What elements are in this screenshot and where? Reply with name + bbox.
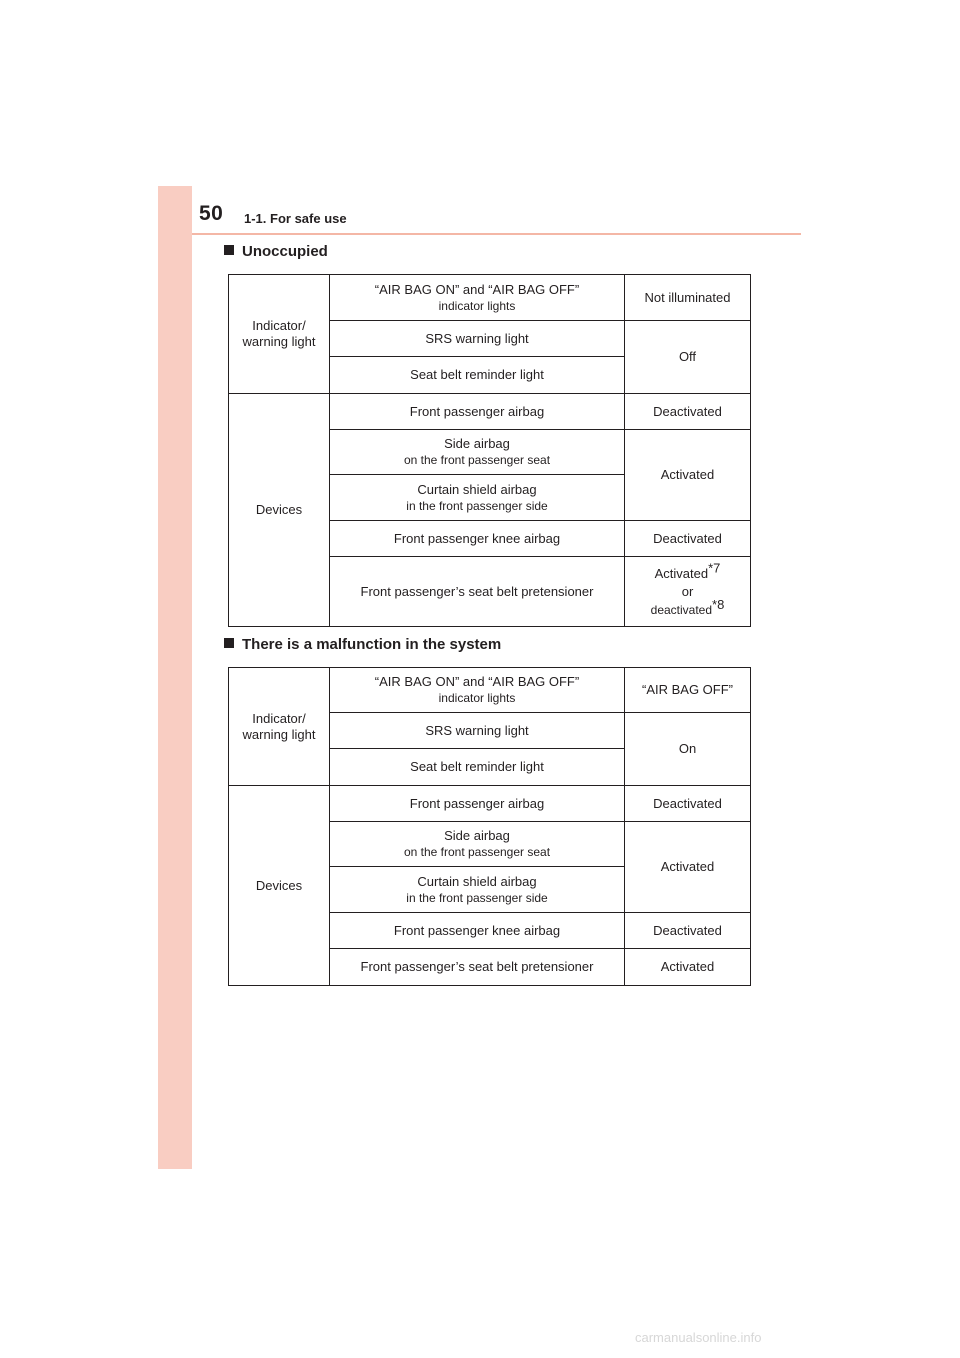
side-airbag-sublabel: on the front passenger seat	[403, 845, 551, 859]
heading-malfunction-text: There is a malfunction in the system	[242, 636, 502, 653]
square-bullet-icon	[224, 245, 234, 255]
page-number: 50	[199, 202, 224, 225]
unoccupied-table	[228, 274, 751, 627]
side-airbag-cell	[330, 430, 625, 475]
pretensioner-cell: Front passenger’s seat belt pretensioner	[330, 949, 625, 986]
front-airbag-status: Deactivated	[625, 394, 751, 430]
side-airbag-sublabel: on the front passenger seat	[403, 453, 551, 467]
knee-airbag-status: Deactivated	[625, 521, 751, 557]
side-airbag-label: Side airbag	[444, 436, 510, 451]
airbag-lights-cell	[330, 668, 625, 713]
curtain-airbag-cell	[330, 867, 625, 913]
malfunction-table	[228, 667, 751, 986]
table-row	[229, 394, 751, 430]
footnote-ref-7: *7	[708, 560, 721, 576]
square-bullet-icon	[224, 638, 234, 648]
table-row	[229, 668, 751, 713]
side-curtain-status: Activated	[625, 822, 751, 913]
pretensioner-cell: Front passenger’s seat belt pretensioner	[330, 557, 625, 627]
indicator-group-cell: Indicator/ warning light	[229, 668, 330, 786]
side-airbag-label: Side airbag	[444, 828, 510, 843]
heading-unoccupied-text: Unoccupied	[242, 243, 328, 260]
devices-group-cell: Devices	[229, 786, 330, 986]
airbag-lights-label: “AIR BAG ON” and “AIR BAG OFF”	[374, 674, 580, 689]
side-curtain-status: Activated	[625, 430, 751, 521]
pretensioner-status: Activated	[625, 949, 751, 986]
table-row	[229, 786, 751, 822]
airbag-lights-cell	[330, 275, 625, 321]
side-color-band	[158, 186, 192, 1169]
curtain-airbag-label: Curtain shield airbag	[417, 873, 537, 889]
table-row	[229, 275, 751, 321]
pretensioner-deactivated: deactivated	[650, 602, 713, 617]
front-airbag-cell: Front passenger airbag	[330, 394, 625, 430]
curtain-airbag-sublabel: in the front passenger side	[406, 498, 548, 513]
watermark: carmanualsonline.info	[635, 1330, 762, 1345]
section-title: 1-1. For safe use	[244, 211, 347, 226]
airbag-lights-status: “AIR BAG OFF”	[625, 668, 751, 713]
airbag-lights-sublabel: indicator lights	[438, 691, 516, 705]
curtain-airbag-sublabel: in the front passenger side	[406, 890, 548, 905]
side-airbag-cell	[330, 822, 625, 867]
knee-airbag-cell: Front passenger knee airbag	[330, 913, 625, 949]
pretensioner-or: or	[681, 583, 694, 599]
pretensioner-status-line1	[629, 560, 746, 583]
seatbelt-light-cell: Seat belt reminder light	[330, 749, 625, 786]
heading-malfunction	[224, 636, 501, 653]
srs-light-cell: SRS warning light	[330, 321, 625, 357]
knee-airbag-cell: Front passenger knee airbag	[330, 521, 625, 557]
seatbelt-light-cell: Seat belt reminder light	[330, 357, 625, 394]
pretensioner-status	[625, 557, 751, 627]
curtain-airbag-cell	[330, 475, 625, 521]
front-airbag-cell: Front passenger airbag	[330, 786, 625, 822]
srs-light-cell: SRS warning light	[330, 713, 625, 749]
srs-seatbelt-status: Off	[625, 321, 751, 394]
airbag-lights-label: “AIR BAG ON” and “AIR BAG OFF”	[374, 281, 580, 297]
front-airbag-status: Deactivated	[625, 786, 751, 822]
devices-group-cell: Devices	[229, 394, 330, 627]
curtain-airbag-label: Curtain shield airbag	[417, 481, 537, 497]
header-divider	[192, 233, 801, 235]
airbag-lights-status: Not illuminated	[625, 275, 751, 321]
srs-seatbelt-status: On	[625, 713, 751, 786]
indicator-group-cell: Indicator/ warning light	[229, 275, 330, 394]
pretensioner-status-line3	[629, 596, 746, 619]
pretensioner-activated: Activated	[654, 565, 709, 581]
footnote-ref-8: *8	[712, 596, 725, 612]
airbag-lights-sublabel: indicator lights	[438, 298, 516, 313]
heading-unoccupied	[224, 243, 328, 260]
knee-airbag-status: Deactivated	[625, 913, 751, 949]
